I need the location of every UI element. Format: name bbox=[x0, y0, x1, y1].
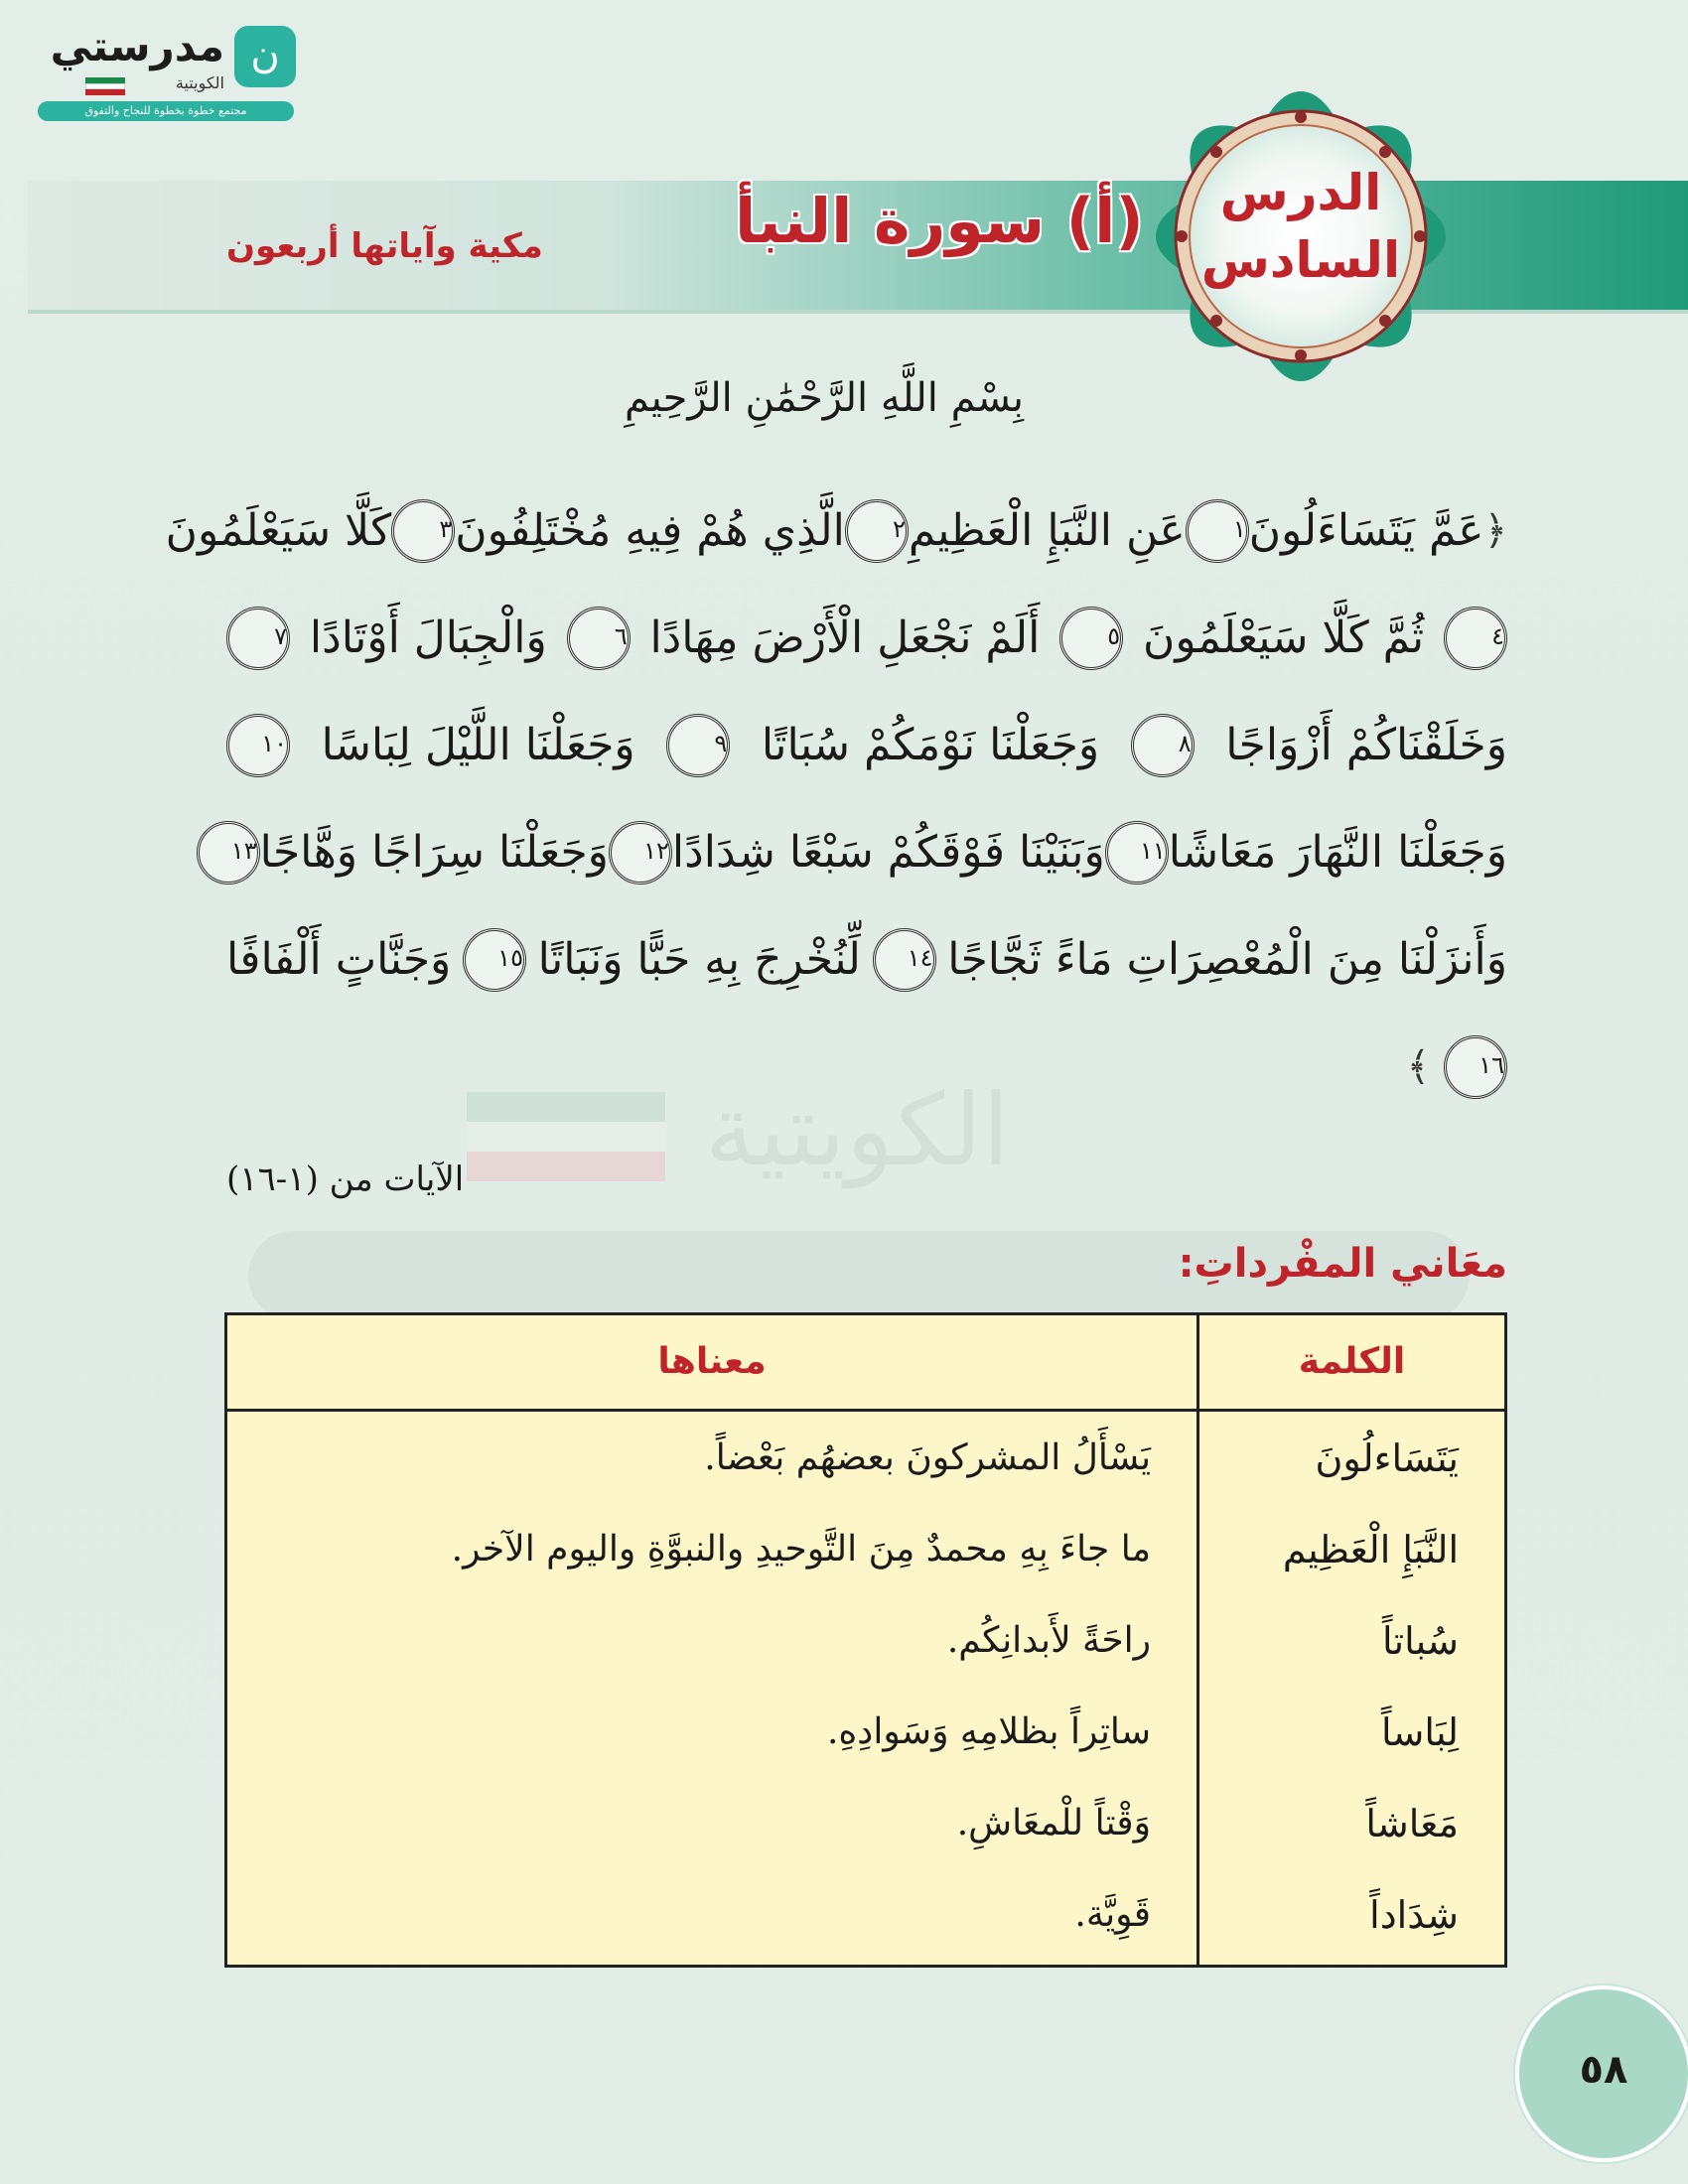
verse-line-4 bbox=[226, 808, 1507, 897]
table-row bbox=[227, 1595, 1504, 1687]
sura-info: مكية وآياتها أربعون bbox=[226, 226, 543, 266]
vocab-meaning: ساتِراً بظلامِهِ وَسَوادِهِ. bbox=[826, 1711, 1151, 1752]
vocab-word: سُباتاً bbox=[1381, 1619, 1459, 1663]
verse-text: عَنِ النَّبَإِ الْعَظِيمِ bbox=[908, 505, 1186, 556]
verse-text: وَجَعَلْنَا اللَّيْلَ لِبَاسًا bbox=[321, 720, 635, 770]
vocab-meaning: قَوِيَّة. bbox=[1074, 1894, 1151, 1935]
verse-text: لِّنُخْرِجَ بِهِ حَبًّا وَنَبَاتًا bbox=[537, 934, 861, 985]
verse-number: ٣ bbox=[391, 499, 455, 563]
verse-text: وَبَنَيْنَا فَوْقَكُمْ سَبْعًا شِدَادًا bbox=[671, 827, 1105, 878]
verse-number: ١٦ bbox=[1444, 1035, 1507, 1099]
verse-line-6 bbox=[226, 1023, 1507, 1112]
verse-number: ١٢ bbox=[609, 821, 672, 885]
verse-number: ١ bbox=[1186, 499, 1249, 563]
verse-number: ٢ bbox=[845, 499, 909, 563]
verse-number: ١٥ bbox=[463, 928, 526, 992]
verse-text: وَالْجِبَالَ أَوْتَادًا bbox=[309, 613, 547, 663]
verse-line-5 bbox=[226, 915, 1507, 1005]
verse-text: وَأَنزَلْنَا مِنَ الْمُعْصِرَاتِ مَاءً ثَجَّاجًا bbox=[947, 934, 1507, 985]
vocab-meaning: وَقْتاً للْمعَاشِ. bbox=[956, 1803, 1151, 1843]
vocab-word: يَتَسَاءلُونَ bbox=[1315, 1436, 1459, 1480]
logo-subtitle: الكويتية bbox=[175, 73, 224, 92]
lesson-badge bbox=[1152, 159, 1450, 294]
verse-text: وَجَعَلْنَا نَوْمَكُمْ سُبَاتًا bbox=[761, 720, 1100, 770]
vocab-meaning: ما جاءَ بِهِ محمدٌ مِنَ التَّوحيدِ والنبوَّةِ واليوم الآخر. bbox=[451, 1529, 1151, 1570]
vocab-word: النَّبَإِ الْعَظِيم bbox=[1282, 1528, 1459, 1571]
verse-text: وَجَنَّاتٍ أَلْفَافًا bbox=[226, 934, 452, 985]
vocab-table bbox=[224, 1312, 1507, 1968]
app-logo-icon: ن bbox=[234, 26, 296, 87]
verse-text: أَلَمْ نَجْعَلِ الْأَرْضَ مِهَادًا bbox=[649, 613, 1041, 663]
watermark-word: الكويتية bbox=[705, 1072, 1010, 1188]
verse-text: وَجَعَلْنَا سِرَاجًا وَهَّاجًا bbox=[259, 827, 609, 878]
table-row bbox=[227, 1869, 1504, 1961]
logo-title: مدرستي bbox=[50, 22, 224, 70]
verse-line-3 bbox=[226, 701, 1507, 790]
table-row bbox=[227, 1413, 1504, 1504]
kuwait-flag-icon bbox=[85, 77, 125, 95]
verse-text: وَخَلَقْنَاكُمْ أَزْوَاجًا bbox=[1225, 720, 1507, 770]
verse-text: كَلَّا سَيَعْلَمُونَ bbox=[165, 505, 392, 556]
ayat-range: الآيات من (١-١٦) bbox=[226, 1160, 465, 1199]
verse-number: ٩ bbox=[666, 714, 730, 777]
verse-number: ١١ bbox=[1105, 821, 1169, 885]
table-row bbox=[227, 1504, 1504, 1595]
close-ornament-icon: ﴾ bbox=[1406, 1044, 1430, 1090]
vocab-title: معَاني المفْرداتِ: bbox=[1178, 1241, 1507, 1287]
verse-text: عَمَّ يَتَسَاءَلُونَ bbox=[1248, 505, 1484, 556]
verse-number: ٦ bbox=[567, 607, 631, 670]
logo-tagline: مجتمع خطوة بخطوة للنجاح والتفوق bbox=[38, 101, 294, 121]
verse-text: وَجَعَلْنَا النَّهَارَ مَعَاشًا bbox=[1168, 827, 1507, 878]
verse-line-2 bbox=[226, 594, 1507, 683]
verse-number: ٥ bbox=[1059, 607, 1123, 670]
sura-title: (أ) سورة النبأ bbox=[735, 185, 1144, 257]
verse-line-1 bbox=[165, 486, 1507, 576]
verse-number: ٨ bbox=[1131, 714, 1195, 777]
verse-number: ١٣ bbox=[197, 821, 260, 885]
verse-number: ٧ bbox=[226, 607, 290, 670]
verse-number: ١٤ bbox=[873, 928, 936, 992]
app-logo[interactable] bbox=[38, 22, 296, 125]
table-row bbox=[227, 1778, 1504, 1869]
vocab-word: شِدَاداً bbox=[1369, 1893, 1459, 1937]
verse-number: ١٠ bbox=[226, 714, 290, 777]
vocab-word: مَعَاشاً bbox=[1365, 1802, 1459, 1845]
vocab-meaning: يَسْأَلُ المشركونَ بعضهُم بَعْضاً. bbox=[704, 1437, 1151, 1478]
vocab-table-header bbox=[227, 1315, 1504, 1412]
vocab-meaning: راحَةً لأَبدانِكُم. bbox=[946, 1620, 1151, 1661]
basmala: بِسْمِ اللَّهِ الرَّحْمَٰنِ الرَّحِيمِ bbox=[624, 375, 1025, 421]
vocab-word: لِبَاساً bbox=[1380, 1710, 1459, 1754]
header-meaning: معناها bbox=[657, 1341, 767, 1382]
page-number: ٥٨ bbox=[1515, 1985, 1688, 2162]
lesson-badge-line2: السادس bbox=[1200, 231, 1401, 289]
verse-text: الَّذِي هُمْ فِيهِ مُخْتَلِفُونَ bbox=[455, 505, 845, 556]
verse-text: ثُمَّ كَلَّا سَيَعْلَمُونَ bbox=[1143, 613, 1425, 663]
open-ornament-icon: ﴿ bbox=[1483, 508, 1507, 554]
table-row bbox=[227, 1687, 1504, 1778]
lesson-badge-line1: الدرس bbox=[1219, 164, 1382, 221]
verse-number: ٤ bbox=[1444, 607, 1507, 670]
header-word: الكلمة bbox=[1298, 1341, 1406, 1382]
